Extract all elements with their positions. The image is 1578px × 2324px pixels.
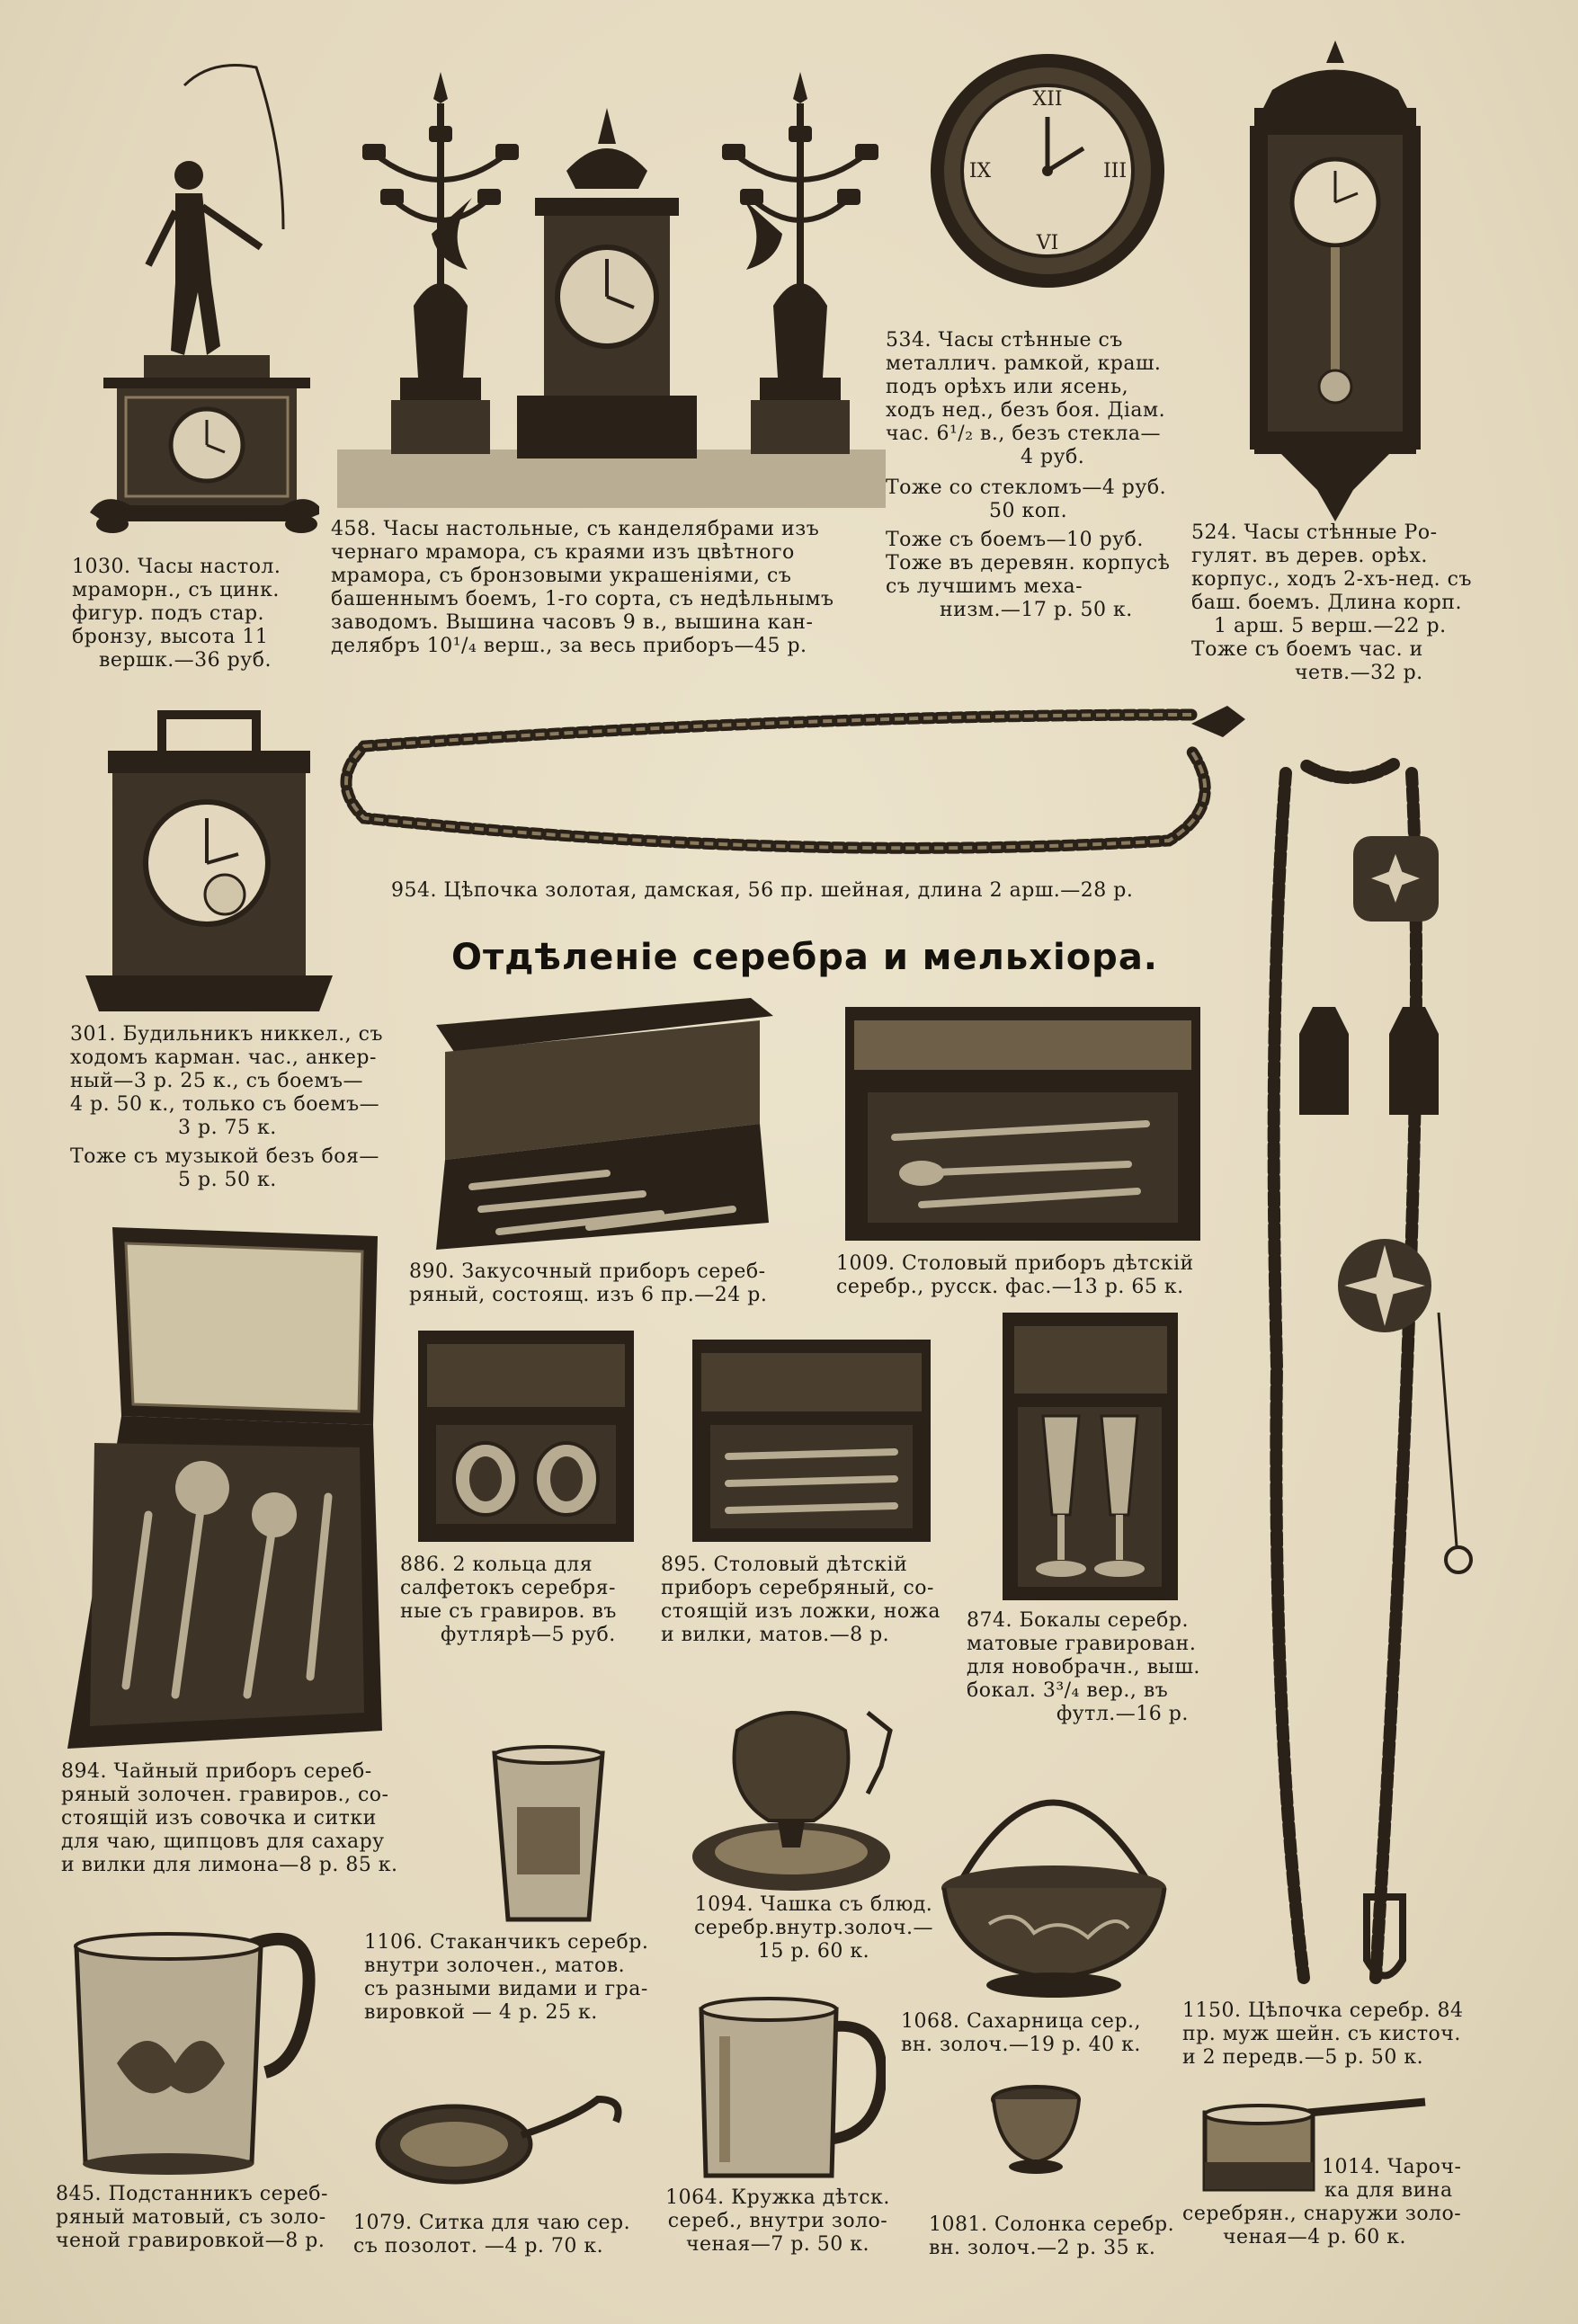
childrens-cutlery-case-image	[841, 1002, 1205, 1245]
line: ченой гравировкой—8 р.	[56, 2230, 325, 2252]
caption-458	[331, 518, 879, 658]
line: подъ орѣхъ или ясень,	[886, 376, 1129, 398]
line: металлич. рамкой, краш.	[886, 352, 1162, 375]
line: бронзу, высота 11	[72, 626, 269, 648]
statue-clock-image	[76, 58, 319, 539]
line: внутри золочен., матов.	[364, 1954, 626, 1977]
line: ченая—4 р. 60 к.	[1223, 2226, 1407, 2248]
line: мрамора, съ бронзовыми украшеніями, съ	[331, 565, 792, 587]
line: вн. золоч.—2 р. 35 к.	[929, 2237, 1156, 2259]
line: съ разными видами и гра-	[364, 1978, 648, 2000]
line: 954. Цѣпочка золотая, дамская, 56 пр. шейная, длина 2 арш.—28 р.	[391, 879, 1134, 902]
caption-1030	[72, 556, 315, 672]
svg-text:III: III	[1102, 160, 1128, 183]
line: 894. Чайный приборъ сереб-	[61, 1760, 372, 1783]
caption-301	[70, 1023, 412, 1192]
line: 1009. Столовый приборъ дѣтскій	[836, 1252, 1194, 1275]
goblets-case-image	[998, 1308, 1182, 1605]
line: футл.—16 р.	[1056, 1703, 1189, 1725]
line: 4 руб.	[1021, 446, 1085, 468]
caption-1009	[836, 1252, 1223, 1299]
caption-1064	[638, 2186, 917, 2257]
caption-1081	[929, 2213, 1199, 2260]
line: серебр., русск. фас.—13 р. 65 к.	[836, 1276, 1184, 1298]
line: 3 р. 75 к.	[178, 1117, 277, 1139]
line: ченая—7 р. 50 к.	[685, 2233, 869, 2256]
line: делябръ 10¹/₄ верш., за весь приборъ—45 р.	[331, 635, 807, 657]
line: вировкой — 4 р. 25 к.	[364, 2001, 598, 2024]
mantel-clock-candelabra-image	[337, 54, 886, 508]
line: баш. боемъ. Длина корп.	[1191, 592, 1462, 614]
glass-holder-image	[67, 1910, 319, 2180]
salt-cellar-image	[989, 2081, 1083, 2176]
caption-874	[967, 1609, 1236, 1726]
line: ряный матовый, съ золо-	[56, 2206, 326, 2229]
caption-1106	[364, 1931, 670, 2025]
line: 895. Столовый дѣтскій	[661, 1554, 908, 1576]
line: 458. Часы настольные, съ канделябрами изъ	[331, 518, 820, 540]
line: 845. Подстанникъ сереб-	[56, 2183, 328, 2205]
line: стоящій изъ совочка и ситки	[61, 1807, 377, 1830]
sugar-bowl-basket-image	[935, 1753, 1173, 2000]
caption-895	[661, 1554, 958, 1647]
line: матовые гравирован.	[967, 1633, 1197, 1655]
line: Тоже съ боемъ—10 руб.	[886, 529, 1144, 551]
line: Тоже съ боемъ час. и	[1191, 638, 1423, 661]
line: стоящій изъ ложки, ножа	[661, 1600, 941, 1623]
alarm-clock-image	[81, 706, 337, 1016]
line: серебр.внутр.золоч.—	[693, 1917, 933, 1939]
caption-890	[409, 1260, 796, 1307]
line: 534. Часы стѣнные съ	[886, 329, 1123, 352]
line: 50 коп.	[989, 500, 1068, 522]
line: бокал. 3³/₄ вер., въ	[967, 1679, 1169, 1702]
line: час. 6¹/₂ в., безъ стекла—	[886, 423, 1161, 445]
caption-1150	[1182, 1999, 1479, 2070]
line: для новобрачн., выш.	[967, 1656, 1200, 1678]
tea-set-case-image	[67, 1227, 387, 1749]
line: 1 арш. 5 верш.—22 р.	[1214, 615, 1447, 637]
line: гулят. въ дерев. орѣх.	[1191, 545, 1428, 567]
section-heading: Отдѣленіе серебра и мельхіора.	[450, 937, 1158, 978]
line: 1081. Солонка серебр.	[929, 2213, 1175, 2236]
svg-text:XII: XII	[1032, 88, 1063, 111]
cup-and-saucer-image	[688, 1695, 913, 1897]
caption-1068	[901, 2010, 1171, 2057]
caption-1014	[1182, 2156, 1479, 2249]
line: четв.—32 р.	[1295, 662, 1423, 684]
caption-534	[886, 329, 1182, 622]
caption-886	[400, 1554, 652, 1647]
line: для чаю, щипцовъ для сахару	[61, 1830, 385, 1853]
line: и вилки, матов.—8 р.	[661, 1624, 890, 1646]
line: 1106. Стаканчикъ серебр.	[364, 1931, 649, 1954]
line: 4 р. 50 к., только съ боемъ—	[70, 1093, 380, 1116]
regulator-wall-clock-image	[1245, 40, 1425, 521]
line: сереб., внутри золо-	[667, 2210, 888, 2232]
line: мраморн., съ цинк.	[72, 579, 280, 601]
silver-tumbler-image	[490, 1744, 607, 1924]
line: 886. 2 кольца для	[400, 1554, 593, 1576]
line: приборъ серебряный, со-	[661, 1577, 934, 1599]
line: ка для вина	[1324, 2179, 1453, 2202]
caption-524	[1191, 521, 1488, 685]
line: съ позолот. —4 р. 70 к.	[353, 2235, 604, 2257]
line: ряный золочен. гравиров., со-	[61, 1784, 389, 1806]
childrens-mug-image	[692, 1982, 886, 2185]
line: и вилки для лимона—8 р. 85 к.	[61, 1854, 398, 1876]
caption-894	[61, 1760, 421, 1877]
childrens-table-set-case-image	[688, 1335, 935, 1546]
line: 15 р. 60 к.	[757, 1940, 870, 1963]
line: ные съ гравиров. въ	[400, 1600, 617, 1623]
line: ряный, состоящ. изъ 6 пр.—24 р.	[409, 1284, 768, 1306]
line: Тоже съ музыкой безъ боя—	[70, 1145, 379, 1168]
line: 1094. Чашка съ блюд.	[694, 1893, 933, 1916]
line: и 2 передв.—5 р. 50 к.	[1182, 2046, 1424, 2069]
line: 1079. Ситка для чаю сер.	[353, 2212, 631, 2234]
caption-954	[391, 879, 1236, 903]
line: фигур. подъ стар.	[72, 602, 265, 625]
line: 1030. Часы настол.	[72, 556, 281, 578]
line: футлярѣ—5 руб.	[441, 1624, 616, 1646]
line: чернаго мрамора, съ краями изъ цвѣтного	[331, 541, 795, 564]
line: 524. Часы стѣнные Ро-	[1191, 521, 1438, 544]
line: 1068. Сахарница сер.,	[901, 2010, 1142, 2033]
line: Тоже со стекломъ—4 руб.	[886, 476, 1167, 499]
line: 1064. Кружка дѣтск.	[665, 2186, 890, 2209]
line: корпус., ходъ 2-хъ-нед. съ	[1191, 568, 1472, 591]
line: вершк.—36 руб.	[99, 649, 272, 672]
line: серебрян., снаружи золо-	[1182, 2203, 1462, 2225]
line: Тоже въ деревян. корпусѣ съ лучшимъ меха-	[886, 552, 1171, 598]
caption-1094	[683, 1893, 944, 1963]
line: башеннымъ боемъ, 1-го сорта, съ недѣльнымъ	[331, 588, 834, 610]
line: пр. муж шейн. съ кисточ.	[1182, 2023, 1461, 2045]
line: 890. Закусочный приборъ сереб-	[409, 1260, 766, 1283]
svg-text:IX: IX	[968, 160, 992, 183]
svg-text:VI: VI	[1036, 232, 1059, 254]
line: ходомъ карман. час., анкер-	[70, 1046, 377, 1069]
gold-chain-image	[328, 697, 1250, 868]
line: 1150. Цѣпочка серебр. 84	[1182, 1999, 1464, 2022]
round-wall-clock-image	[926, 40, 1169, 319]
tea-strainer-image	[369, 2095, 629, 2203]
caption-845	[56, 2183, 361, 2253]
line: ный—3 р. 25 к., съ боемъ—	[70, 1070, 364, 1092]
line: ходъ нед., безъ боя. Діам.	[886, 399, 1166, 422]
line: вн. золоч.—19 р. 40 к.	[901, 2034, 1141, 2056]
line: 301. Будильникъ никкел., съ	[70, 1023, 383, 1046]
line: 5 р. 50 к.	[178, 1169, 277, 1191]
line: 1014. Чароч-	[1322, 2156, 1462, 2178]
appetizer-set-case-image	[427, 989, 773, 1250]
caption-1079	[353, 2212, 650, 2258]
line: заводомъ. Вышина часовъ 9 в., вышина кан-	[331, 611, 814, 634]
line: 874. Бокалы серебр.	[967, 1609, 1189, 1632]
line: салфетокъ серебря-	[400, 1577, 616, 1599]
silver-chain-tassels-image	[1250, 737, 1493, 1996]
line: низм.—17 р. 50 к.	[940, 599, 1133, 621]
napkin-rings-case-image	[414, 1326, 638, 1546]
